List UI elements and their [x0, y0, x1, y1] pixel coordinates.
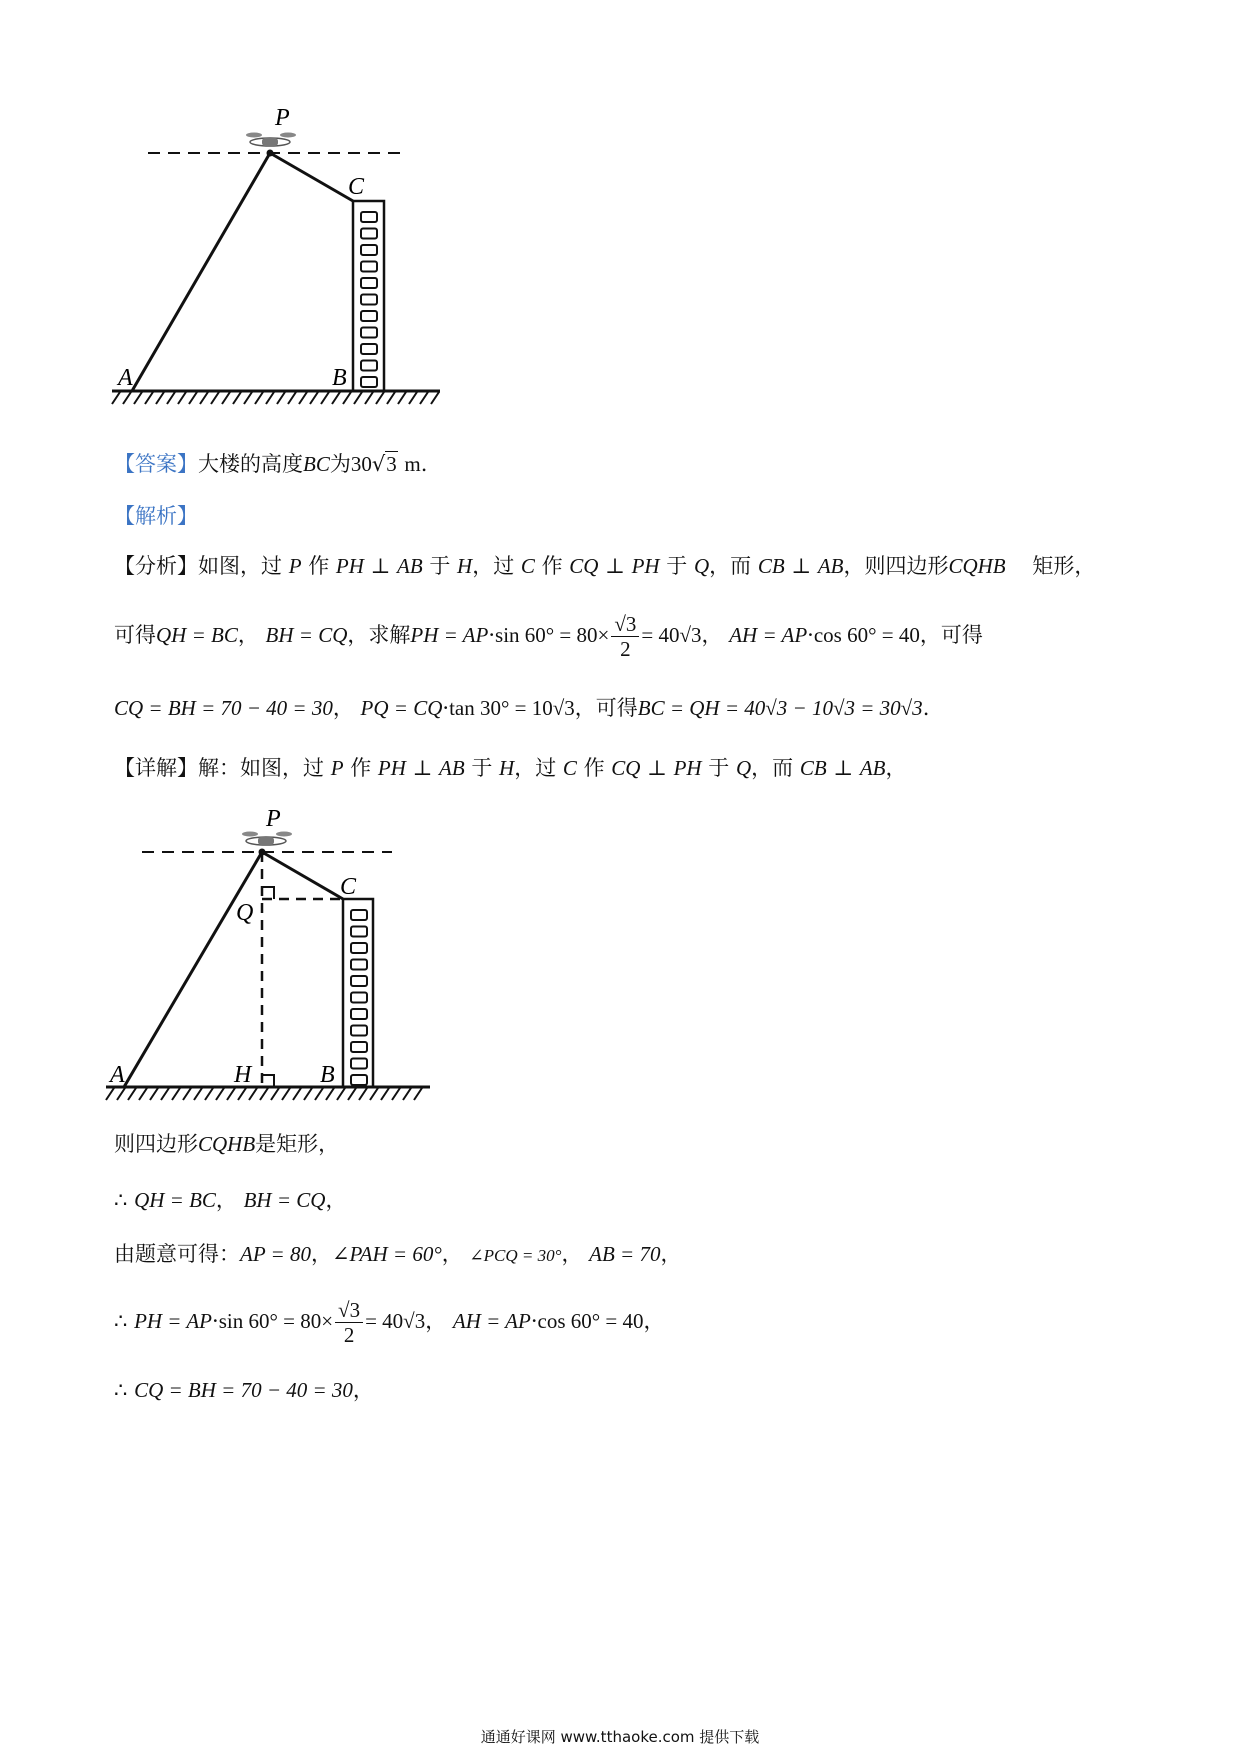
building-window	[351, 927, 367, 937]
fraction: $\frac{√3}{2}$	[611, 612, 639, 661]
label-B: B	[320, 1062, 335, 1088]
hatch-mark	[183, 1088, 191, 1100]
ground-hatching	[106, 1088, 422, 1100]
ground-hatching	[112, 392, 439, 404]
hatch-mark	[189, 392, 197, 404]
hatch-mark	[359, 1088, 367, 1100]
building-window	[351, 1075, 367, 1085]
hatch-mark	[431, 392, 439, 404]
hatch-mark	[381, 1088, 389, 1100]
building-window	[361, 278, 377, 288]
fraction: $\frac{√3}{2}$	[335, 1298, 363, 1347]
figure-1-building-drone	[100, 100, 500, 470]
hatch-mark	[106, 1088, 114, 1100]
hatch-mark	[348, 1088, 356, 1100]
building-window	[351, 993, 367, 1003]
building-window	[361, 245, 377, 255]
building-window	[361, 344, 377, 354]
hatch-mark	[178, 392, 186, 404]
label-C: C	[340, 874, 357, 900]
hatch-mark	[293, 1088, 301, 1100]
hatch-mark	[216, 1088, 224, 1100]
hatch-mark	[233, 392, 241, 404]
hatch-mark	[387, 392, 395, 404]
hatch-mark	[145, 392, 153, 404]
hatch-mark	[167, 392, 175, 404]
hatch-mark	[376, 392, 384, 404]
analysis-line-1: 【分析】如图，过 P 作 PH ⊥ AB 于 H，过 C 作 CQ ⊥ PH 于 Q，而 CB ⊥ AB，则四边形CQHB 矩形，	[114, 554, 1096, 578]
building-window	[351, 976, 367, 986]
hatch-mark	[161, 1088, 169, 1100]
hatch-mark	[315, 1088, 323, 1100]
page-footer: 通通好课网 www.tthaoke.com 提供下载	[480, 1728, 760, 1746]
hatch-mark	[392, 1088, 400, 1100]
hatch-mark	[409, 392, 417, 404]
detail-line-2: 则四边形CQHB是矩形，	[114, 1132, 340, 1156]
hatch-mark	[310, 392, 318, 404]
jiexi-tag: 【解析】	[114, 504, 198, 528]
line-PA	[124, 852, 262, 1087]
hatch-mark	[266, 392, 274, 404]
hatch-mark	[200, 392, 208, 404]
hatch-mark	[150, 1088, 158, 1100]
building-windows	[361, 212, 377, 387]
building-window	[351, 1059, 367, 1069]
hatch-mark	[255, 392, 263, 404]
answer-line: 【答案】大楼的高度BC为30√3 m.	[114, 452, 428, 476]
label-A: A	[118, 365, 133, 391]
hatch-mark	[117, 1088, 125, 1100]
right-angle-mark-H	[262, 1075, 274, 1087]
hatch-mark	[260, 1088, 268, 1100]
analysis-line-3: CQ = BH = 70 − 40 = 30， PQ = CQ·tan 30° = 10√3，可得BC = QH = 40√3 − 10√3 = 30√3.	[114, 696, 930, 720]
building-window	[361, 361, 377, 371]
hatch-mark	[337, 1088, 345, 1100]
hatch-mark	[304, 1088, 312, 1100]
building-window	[361, 377, 377, 387]
building-window	[361, 311, 377, 321]
hatch-mark	[321, 392, 329, 404]
building-window	[351, 943, 367, 953]
hatch-mark	[134, 392, 142, 404]
hatch-mark	[343, 392, 351, 404]
hatch-mark	[211, 392, 219, 404]
building-window	[361, 212, 377, 222]
hatch-mark	[244, 392, 252, 404]
figure-2-building-drone-with-rectangle	[100, 800, 500, 1140]
detail-line-6: ∴ CQ = BH = 70 − 40 = 30，	[114, 1378, 374, 1402]
label-A: A	[110, 1062, 125, 1088]
hatch-mark	[398, 392, 406, 404]
label-P: P	[266, 806, 281, 832]
hatch-mark	[370, 1088, 378, 1100]
answer-tag: 【答案】	[114, 452, 198, 476]
label-H: H	[234, 1062, 252, 1088]
building-window	[361, 229, 377, 239]
label-Q: Q	[236, 900, 254, 926]
hatch-mark	[139, 1088, 147, 1100]
hatch-mark	[172, 1088, 180, 1100]
label-B: B	[332, 365, 347, 391]
hatch-mark	[156, 392, 164, 404]
hatch-mark	[194, 1088, 202, 1100]
line-PC	[270, 153, 353, 201]
hatch-mark	[354, 392, 362, 404]
hatch-mark	[414, 1088, 422, 1100]
label-P: P	[275, 105, 290, 131]
label-C: C	[348, 174, 365, 200]
building-window	[361, 262, 377, 272]
hatch-mark	[277, 392, 285, 404]
building-window	[361, 295, 377, 305]
building-window	[351, 960, 367, 970]
detail-line-1: 【详解】解：如图，过 P 作 PH ⊥ AB 于 H，过 C 作 CQ ⊥ PH 于 Q，而 CB ⊥ AB，	[114, 756, 907, 780]
building-window	[361, 328, 377, 338]
building-window	[351, 1042, 367, 1052]
jiexi-line	[114, 506, 198, 527]
hatch-mark	[222, 392, 230, 404]
hatch-mark	[403, 1088, 411, 1100]
hatch-mark	[271, 1088, 279, 1100]
detail-line-5: ∴ PH = AP·sin 60° = 80× $\frac{√3}{2}$ = 40√3， AH = AP·cos 60° = 40，	[114, 1298, 665, 1348]
detail-line-4: 由题意可得：AP = 80，∠PAH = 60°， ∠PCQ = 30°， AB = 70，	[114, 1242, 682, 1266]
hatch-mark	[123, 392, 131, 404]
hatch-mark	[332, 392, 340, 404]
building-window	[351, 910, 367, 920]
hatch-mark	[288, 392, 296, 404]
hatch-mark	[128, 1088, 136, 1100]
hatch-mark	[112, 392, 120, 404]
hatch-mark	[238, 1088, 246, 1100]
building-windows	[351, 910, 367, 1085]
analysis-line-2: 可得QH = BC， BH = CQ，求解PH = AP·sin 60° = 80× $\frac{√3}{2}$ = 40√3， AH = AP·cos 60° = 40，可得	[114, 612, 983, 662]
building-window	[351, 1026, 367, 1036]
hatch-mark	[365, 392, 373, 404]
hatch-mark	[227, 1088, 235, 1100]
detail-line-3: ∴ QH = BC， BH = CQ，	[114, 1188, 347, 1212]
building-window	[351, 1009, 367, 1019]
right-angle-mark-Q	[262, 887, 274, 899]
hatch-mark	[205, 1088, 213, 1100]
hatch-mark	[282, 1088, 290, 1100]
line-PA	[132, 153, 270, 391]
hatch-mark	[299, 392, 307, 404]
hatch-mark	[326, 1088, 334, 1100]
hatch-mark	[249, 1088, 257, 1100]
hatch-mark	[420, 392, 428, 404]
